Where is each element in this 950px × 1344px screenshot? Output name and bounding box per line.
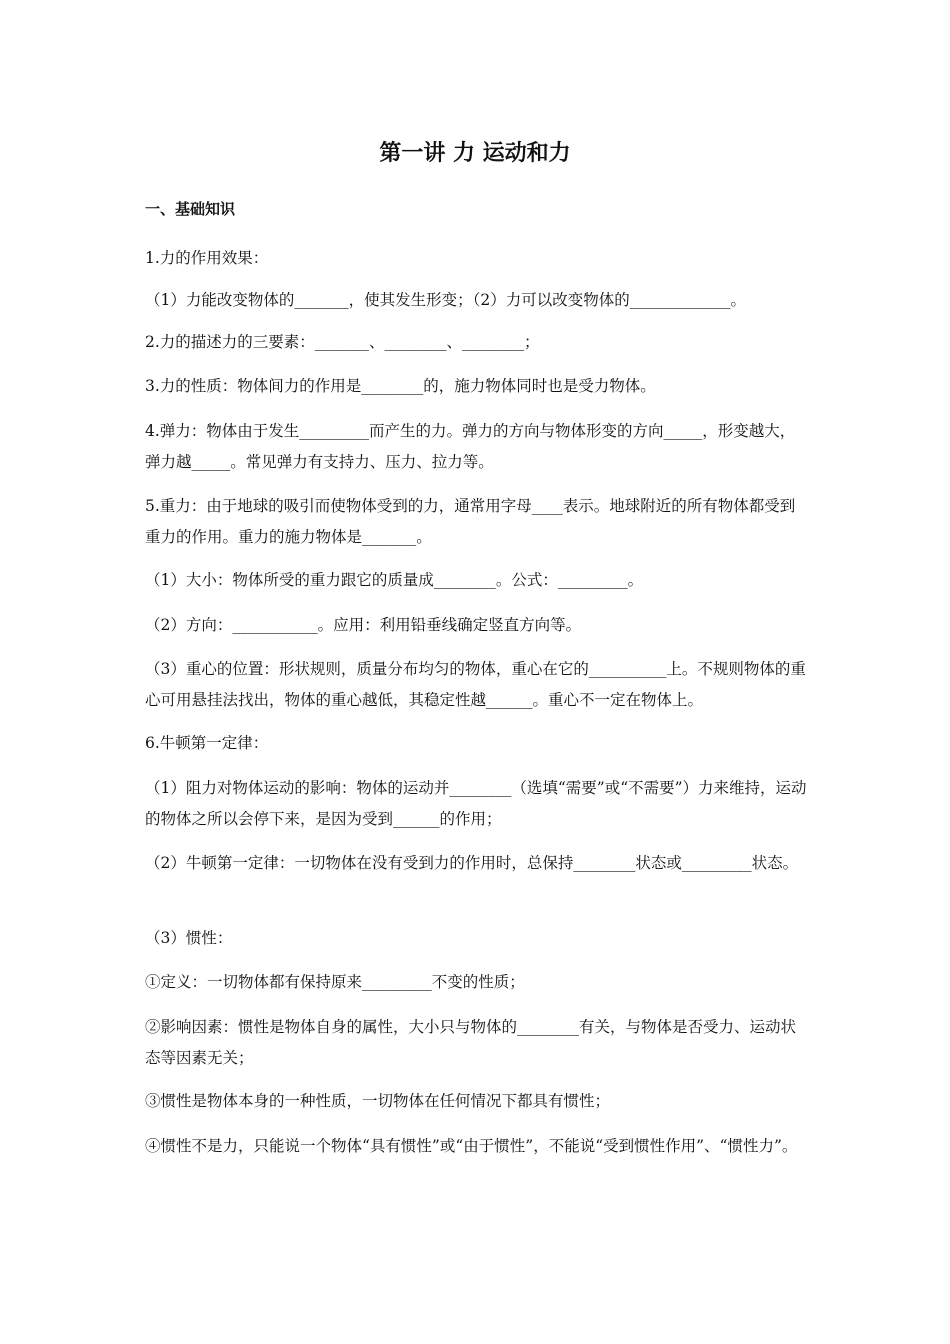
item-6-newton-first-law: （2）牛顿第一定律：一切物体在没有受到力的作用时，总保持________状态或_________状态。 — [145, 854, 799, 872]
item-6-resistance: （1）阻力对物体运动的影响：物体的运动并________（选填“需要”或“不需要”）力来维持，运动的物体之所以会停下来，是因为受到______的作用； — [145, 779, 807, 828]
item-5-center-of-gravity: （3）重心的位置：形状规则，质量分布均匀的物体，重心在它的__________上。不规则物体的重心可用悬挂法找出，物体的重心越低，其稳定性越______。重心不一定在物体上。 — [145, 660, 806, 709]
item-5-gravity: 5.重力：由于地球的吸引而使物体受到的力，通常用字母____表示。地球附近的所有物体都受到重力的作用。重力的施力物体是_______。 — [145, 497, 796, 546]
item-1-heading: 1.力的作用效果： — [145, 249, 269, 267]
item-5-direction: （2）方向：___________。应用：利用铅垂线确定竖直方向等。 — [145, 616, 582, 634]
item-2-three-elements: 2.力的描述力的三要素：_______、________、________； — [145, 333, 540, 351]
inertia-not-force: ④惯性不是力，只能说一个物体“具有惯性”或“由于惯性”，不能说“受到惯性作用”、“惯性力”。 — [145, 1137, 798, 1155]
section-heading: 一、基础知识 — [145, 200, 236, 218]
item-6-inertia-heading: （3）惯性： — [145, 929, 233, 947]
item-1-content: （1）力能改变物体的_______，使其发生形变；（2）力可以改变物体的_____________。 — [145, 291, 746, 309]
inertia-definition: ①定义：一切物体都有保持原来_________不变的性质； — [145, 973, 525, 991]
inertia-factors: ②影响因素：惯性是物体自身的属性，大小只与物体的________有关，与物体是否受力、运动状态等因素无关； — [145, 1018, 797, 1067]
inertia-property: ③惯性是物体本身的一种性质，一切物体在任何情况下都具有惯性； — [145, 1092, 611, 1110]
item-5-magnitude: （1）大小：物体所受的重力跟它的质量成________。公式：_________。 — [145, 571, 644, 589]
item-4-elastic-force: 4.弹力：物体由于发生_________而产生的力。弹力的方向与物体形变的方向_____，形变越大，弹力越_____。常见弹力有支持力、压力、拉力等。 — [145, 422, 796, 471]
page-title: 第一讲 力 运动和力 — [379, 141, 571, 166]
item-3-nature-of-force: 3.力的性质：物体间力的作用是________的，施力物体同时也是受力物体。 — [145, 377, 656, 395]
item-6-heading: 6.牛顿第一定律： — [145, 734, 269, 752]
